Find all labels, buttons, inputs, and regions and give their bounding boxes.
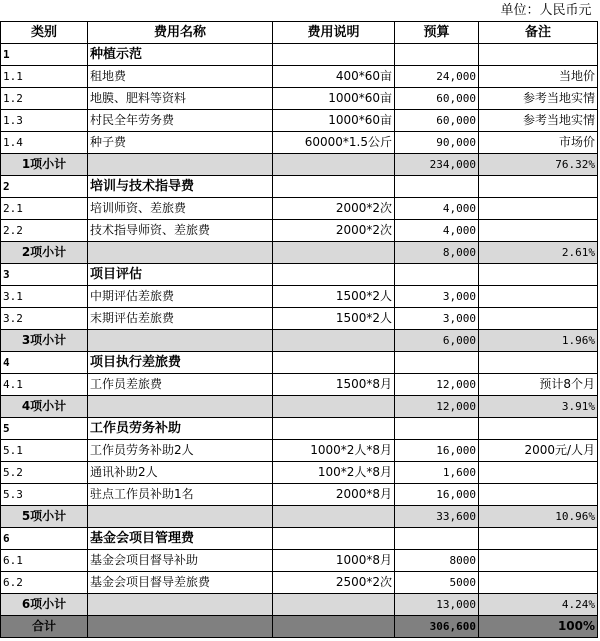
item-budget: 3,000 xyxy=(395,286,479,308)
item-row xyxy=(1,132,598,154)
section-note-empty xyxy=(479,528,598,550)
section-title: 项目执行差旅费 xyxy=(88,352,273,374)
total-empty xyxy=(88,616,273,638)
subtotal-label: 1项小计 xyxy=(1,154,88,176)
item-row xyxy=(1,308,598,330)
item-name: 地膜、肥料等资料 xyxy=(88,88,273,110)
item-number: 5.2 xyxy=(1,462,88,484)
item-note: 2000元/人月 xyxy=(479,440,598,462)
section-budget-empty xyxy=(395,352,479,374)
section-number: 5 xyxy=(1,418,88,440)
section-desc-empty xyxy=(273,528,395,550)
subtotal-empty xyxy=(88,506,273,528)
item-name: 末期评估差旅费 xyxy=(88,308,273,330)
section-budget-empty xyxy=(395,44,479,66)
item-note: 市场价 xyxy=(479,132,598,154)
section-note-empty xyxy=(479,176,598,198)
item-number: 3.2 xyxy=(1,308,88,330)
section-budget-empty xyxy=(395,176,479,198)
item-desc: 1500*8月 xyxy=(273,374,395,396)
header-note: 备注 xyxy=(479,22,598,44)
item-budget: 5000 xyxy=(395,572,479,594)
total-row xyxy=(1,616,598,638)
item-row xyxy=(1,374,598,396)
subtotal-percent: 2.61% xyxy=(479,242,598,264)
subtotal-empty xyxy=(88,242,273,264)
subtotal-budget: 13,000 xyxy=(395,594,479,616)
section-number: 2 xyxy=(1,176,88,198)
item-number: 3.1 xyxy=(1,286,88,308)
item-budget: 4,000 xyxy=(395,198,479,220)
item-desc: 1500*2人 xyxy=(273,286,395,308)
unit-row xyxy=(1,0,598,22)
subtotal-budget: 33,600 xyxy=(395,506,479,528)
item-desc: 1000*8月 xyxy=(273,550,395,572)
item-budget: 4,000 xyxy=(395,220,479,242)
item-name: 种子费 xyxy=(88,132,273,154)
header-budget: 预算 xyxy=(395,22,479,44)
item-note: 当地价 xyxy=(479,66,598,88)
item-name: 中期评估差旅费 xyxy=(88,286,273,308)
subtotal-budget: 234,000 xyxy=(395,154,479,176)
item-name: 基金会项目督导差旅费 xyxy=(88,572,273,594)
section-desc-empty xyxy=(273,44,395,66)
item-row xyxy=(1,88,598,110)
subtotal-percent: 4.24% xyxy=(479,594,598,616)
subtotal-label: 3项小计 xyxy=(1,330,88,352)
item-row xyxy=(1,286,598,308)
section-desc-empty xyxy=(273,176,395,198)
section-title: 项目评估 xyxy=(88,264,273,286)
item-row xyxy=(1,198,598,220)
subtotal-row xyxy=(1,506,598,528)
section-row xyxy=(1,264,598,286)
item-desc: 1500*2人 xyxy=(273,308,395,330)
section-title: 培训与技术指导费 xyxy=(88,176,273,198)
subtotal-percent: 10.96% xyxy=(479,506,598,528)
section-row xyxy=(1,176,598,198)
section-row xyxy=(1,418,598,440)
item-row xyxy=(1,66,598,88)
item-budget: 8000 xyxy=(395,550,479,572)
item-note xyxy=(479,462,598,484)
subtotal-empty xyxy=(88,154,273,176)
item-row xyxy=(1,110,598,132)
item-note: 预计8个月 xyxy=(479,374,598,396)
header-name: 费用名称 xyxy=(88,22,273,44)
item-note xyxy=(479,484,598,506)
section-number: 6 xyxy=(1,528,88,550)
item-budget: 12,000 xyxy=(395,374,479,396)
section-budget-empty xyxy=(395,264,479,286)
item-row xyxy=(1,220,598,242)
item-budget: 24,000 xyxy=(395,66,479,88)
item-desc: 2000*8月 xyxy=(273,484,395,506)
item-note xyxy=(479,286,598,308)
subtotal-label: 5项小计 xyxy=(1,506,88,528)
item-desc: 1000*60亩 xyxy=(273,88,395,110)
item-number: 1.1 xyxy=(1,66,88,88)
item-number: 6.2 xyxy=(1,572,88,594)
item-desc: 1000*2人*8月 xyxy=(273,440,395,462)
subtotal-percent: 76.32% xyxy=(479,154,598,176)
item-desc: 60000*1.5公斤 xyxy=(273,132,395,154)
item-name: 租地费 xyxy=(88,66,273,88)
subtotal-empty xyxy=(273,506,395,528)
subtotal-percent: 1.96% xyxy=(479,330,598,352)
item-name: 工作员劳务补助2人 xyxy=(88,440,273,462)
total-budget: 306,600 xyxy=(395,616,479,638)
subtotal-empty xyxy=(88,330,273,352)
subtotal-row xyxy=(1,330,598,352)
item-row xyxy=(1,440,598,462)
item-note: 参考当地实情 xyxy=(479,88,598,110)
item-number: 2.2 xyxy=(1,220,88,242)
section-number: 4 xyxy=(1,352,88,374)
item-budget: 16,000 xyxy=(395,484,479,506)
section-title: 种植示范 xyxy=(88,44,273,66)
subtotal-empty xyxy=(88,396,273,418)
item-number: 2.1 xyxy=(1,198,88,220)
item-name: 基金会项目督导补助 xyxy=(88,550,273,572)
subtotal-empty xyxy=(273,594,395,616)
item-number: 5.3 xyxy=(1,484,88,506)
item-note xyxy=(479,308,598,330)
subtotal-row xyxy=(1,242,598,264)
item-number: 5.1 xyxy=(1,440,88,462)
item-desc: 2000*2次 xyxy=(273,220,395,242)
item-desc: 1000*60亩 xyxy=(273,110,395,132)
item-number: 6.1 xyxy=(1,550,88,572)
subtotal-budget: 12,000 xyxy=(395,396,479,418)
section-budget-empty xyxy=(395,418,479,440)
subtotal-empty xyxy=(273,154,395,176)
subtotal-row xyxy=(1,594,598,616)
item-desc: 2500*2次 xyxy=(273,572,395,594)
unit-label: 单位：人民币元 xyxy=(500,3,592,18)
item-desc: 100*2人*8月 xyxy=(273,462,395,484)
section-title: 基金会项目管理费 xyxy=(88,528,273,550)
item-budget: 60,000 xyxy=(395,110,479,132)
header-row xyxy=(1,22,598,44)
section-note-empty xyxy=(479,418,598,440)
section-number: 3 xyxy=(1,264,88,286)
subtotal-percent: 3.91% xyxy=(479,396,598,418)
section-number: 1 xyxy=(1,44,88,66)
total-percent: 100% xyxy=(479,616,598,638)
subtotal-row xyxy=(1,396,598,418)
section-title: 工作员劳务补助 xyxy=(88,418,273,440)
subtotal-empty xyxy=(273,330,395,352)
item-note: 参考当地实情 xyxy=(479,110,598,132)
item-desc: 2000*2次 xyxy=(273,198,395,220)
header-desc: 费用说明 xyxy=(273,22,395,44)
subtotal-empty xyxy=(88,594,273,616)
item-budget: 3,000 xyxy=(395,308,479,330)
item-row xyxy=(1,550,598,572)
header-category: 类别 xyxy=(1,22,88,44)
item-budget: 16,000 xyxy=(395,440,479,462)
item-name: 驻点工作员补助1名 xyxy=(88,484,273,506)
total-label: 合计 xyxy=(1,616,88,638)
section-budget-empty xyxy=(395,528,479,550)
item-note xyxy=(479,220,598,242)
item-note xyxy=(479,550,598,572)
item-number: 1.2 xyxy=(1,88,88,110)
section-note-empty xyxy=(479,264,598,286)
subtotal-empty xyxy=(273,242,395,264)
subtotal-row xyxy=(1,154,598,176)
item-name: 工作员差旅费 xyxy=(88,374,273,396)
item-budget: 90,000 xyxy=(395,132,479,154)
total-empty xyxy=(273,616,395,638)
item-name: 通讯补助2人 xyxy=(88,462,273,484)
item-name: 技术指导师资、差旅费 xyxy=(88,220,273,242)
item-number: 1.4 xyxy=(1,132,88,154)
item-note xyxy=(479,198,598,220)
item-name: 村民全年劳务费 xyxy=(88,110,273,132)
subtotal-empty xyxy=(273,396,395,418)
item-name: 培训师资、差旅费 xyxy=(88,198,273,220)
section-row xyxy=(1,44,598,66)
section-note-empty xyxy=(479,44,598,66)
item-row xyxy=(1,462,598,484)
item-budget: 1,600 xyxy=(395,462,479,484)
subtotal-label: 2项小计 xyxy=(1,242,88,264)
section-desc-empty xyxy=(273,352,395,374)
item-row xyxy=(1,572,598,594)
item-number: 4.1 xyxy=(1,374,88,396)
item-row xyxy=(1,484,598,506)
item-desc: 400*60亩 xyxy=(273,66,395,88)
section-row xyxy=(1,528,598,550)
item-number: 1.3 xyxy=(1,110,88,132)
section-note-empty xyxy=(479,352,598,374)
subtotal-label: 4项小计 xyxy=(1,396,88,418)
subtotal-budget: 8,000 xyxy=(395,242,479,264)
section-desc-empty xyxy=(273,418,395,440)
item-budget: 60,000 xyxy=(395,88,479,110)
subtotal-budget: 6,000 xyxy=(395,330,479,352)
section-row xyxy=(1,352,598,374)
item-note xyxy=(479,572,598,594)
section-desc-empty xyxy=(273,264,395,286)
subtotal-label: 6项小计 xyxy=(1,594,88,616)
